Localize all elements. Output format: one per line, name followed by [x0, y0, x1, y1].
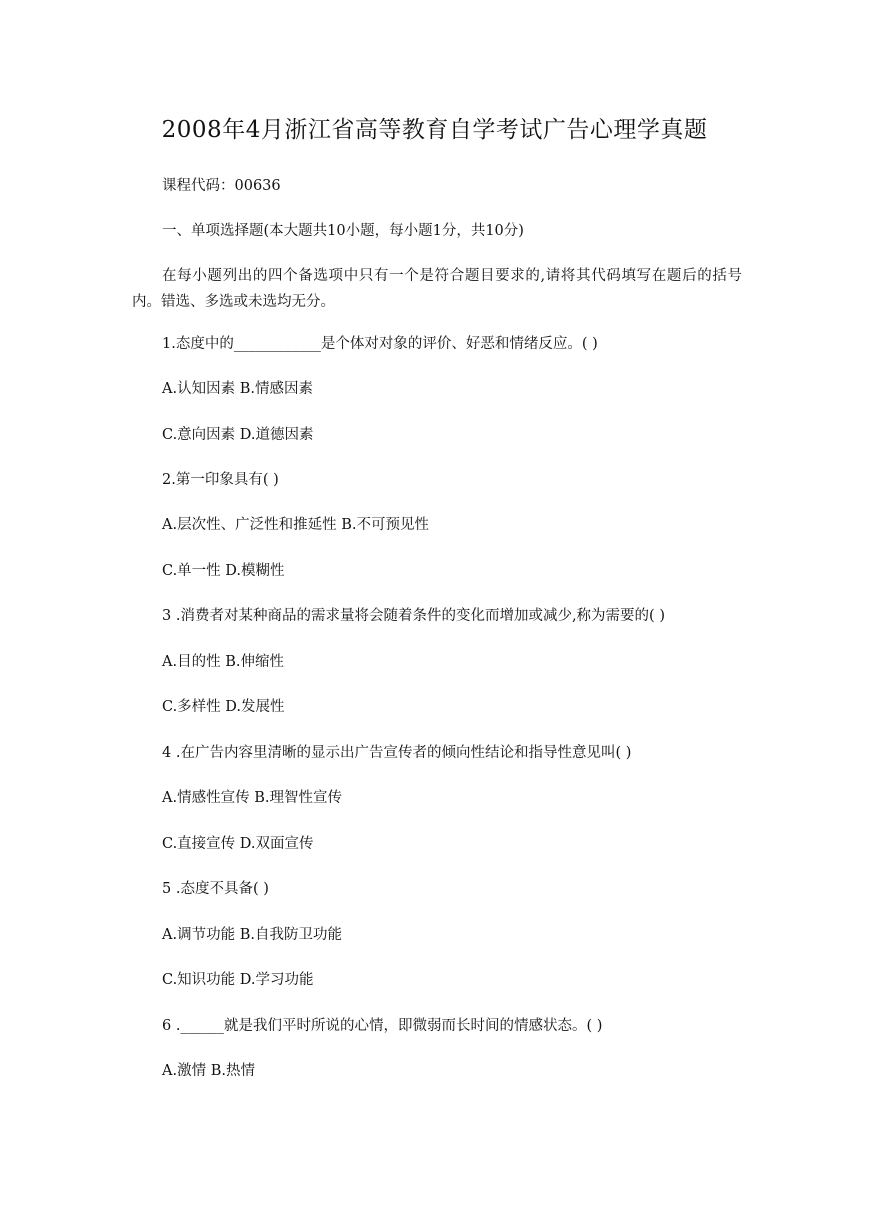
question-2-options-cd: C.单一性 D.模糊性 [162, 563, 285, 579]
question-4-options-ab: A.情感性宣传 B.理智性宣传 [162, 790, 342, 806]
question-3-options-cd: C.多样性 D.发展性 [162, 699, 285, 715]
question-4-options-cd: C.直接宣传 D.双面宣传 [162, 836, 314, 852]
question-1-options-cd: C.意向因素 D.道德因素 [162, 427, 314, 443]
section-heading: 一、单项选择题(本大题共10小题，每小题1分，共10分) [162, 223, 524, 239]
instructions-paragraph: 在每小题列出的四个备选项中只有一个是符合题目要求的,请将其代码填写在题后的括号内。错选、多选或未选均无分。 [132, 268, 742, 310]
question-6-stem: 6 .______就是我们平时所说的心情，即微弱而长时间的情感状态。( ) [162, 1018, 603, 1034]
question-5-stem: 5 .态度不具备( ) [162, 881, 269, 897]
question-4-stem: 4 .在广告内容里清晰的显示出广告宣传者的倾向性结论和指导性意见叫( ) [162, 745, 632, 761]
question-5-options-ab: A.调节功能 B.自我防卫功能 [162, 927, 342, 943]
question-5-options-cd: C.知识功能 D.学习功能 [162, 972, 314, 988]
question-1-options-ab: A.认知因素 B.情感因素 [162, 381, 313, 397]
question-2-options-ab: A.层次性、广泛性和推延性 B.不可预见性 [162, 517, 429, 533]
course-code: 课程代码：00636 [162, 178, 281, 194]
document-title: 2008年4月浙江省高等教育自学考试广告心理学真题 [161, 117, 708, 143]
question-3-options-ab: A.目的性 B.伸缩性 [162, 654, 284, 670]
question-6-options-ab: A.激情 B.热情 [162, 1063, 255, 1079]
question-2-stem: 2.第一印象具有( ) [162, 472, 279, 488]
question-3-stem: 3 .消费者对某种商品的需求量将会随着条件的变化而增加或减少,称为需要的( ) [162, 608, 665, 624]
question-1-stem: 1.态度中的____________是个体对对象的评价、好恶和情绪反应。( ) [162, 336, 598, 352]
